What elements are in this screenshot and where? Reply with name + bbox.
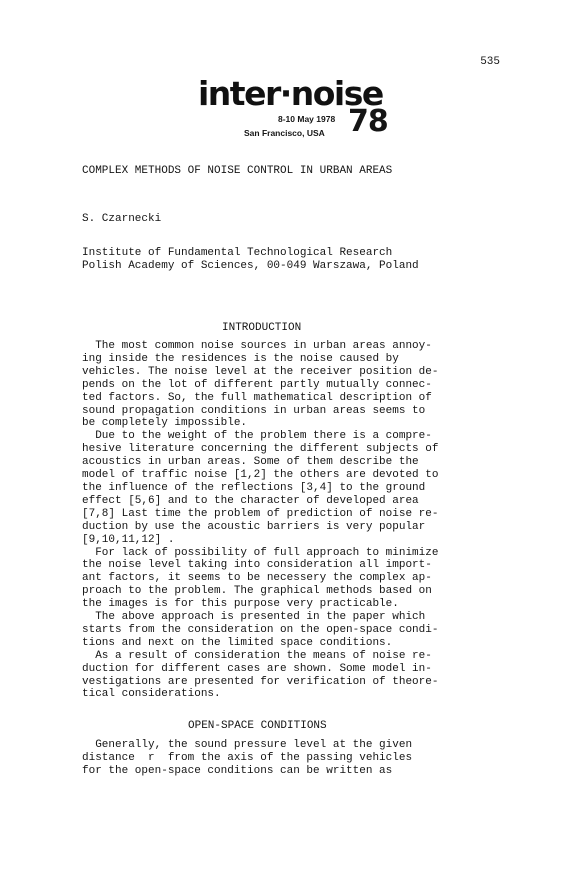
text-line: for the open-space conditions can be written as: [82, 764, 393, 777]
text-line: vehicles. The noise level at the receiver position de-: [82, 365, 439, 378]
text-line: ant factors, it seems to be necessery the complex ap-: [82, 572, 432, 585]
text-line: [7,8] Last time the problem of prediction of noise re-: [82, 507, 439, 520]
open-space-body: [82, 739, 502, 778]
text-line: pends on the lot of different partly mutually connec-: [82, 378, 432, 391]
conference-year: 78: [348, 104, 388, 139]
conference-dates: 8-10 May 1978: [278, 114, 336, 124]
text-line: vestigations are presented for verification of theore-: [82, 675, 439, 688]
text-line: Generally, the sound pressure level at the given: [82, 739, 413, 751]
text-line: [9,10,11,12] .: [82, 533, 175, 546]
text-line: the influence of the reflections [3,4] to the ground: [82, 481, 426, 494]
text-line: Due to the weight of the problem there is a compre-: [82, 430, 432, 443]
text-line: acoustics in urban areas. Some of them describe the: [82, 456, 419, 469]
text-line: proach to the problem. The graphical methods based on: [82, 585, 432, 598]
text-line: As a result of consideration the means of noise re-: [82, 649, 432, 662]
text-line: duction for different cases are shown. Some model in-: [82, 662, 432, 675]
text-line: starts from the consideration on the open-space condi-: [82, 623, 439, 636]
text-line: distance r from the axis of the passing vehicles: [82, 751, 413, 764]
text-line: ing inside the residences is the noise caused by: [82, 352, 399, 365]
introduction-body: [82, 340, 502, 701]
conference-place: San Francisco, USA: [244, 128, 325, 138]
author-name: S. Czarnecki: [82, 213, 162, 225]
text-line: ted factors. So, the full mathematical description of: [82, 391, 432, 404]
text-line: effect [5,6] and to the character of developed area: [82, 494, 419, 507]
section-heading-open-space: OPEN-SPACE CONDITIONS: [188, 720, 327, 732]
paper-title: COMPLEX METHODS OF NOISE CONTROL IN URBAN AREAS: [82, 165, 393, 177]
text-line: hesive literature concerning the different subjects of: [82, 443, 439, 456]
text-line: The most common noise sources in urban areas annoy-: [82, 340, 432, 352]
text-line: the noise level taking into consideration all import-: [82, 559, 432, 572]
text-line: tical considerations.: [82, 688, 221, 701]
text-line: be completely impossible.: [82, 417, 248, 430]
conference-name: inter·noise: [198, 74, 383, 113]
affiliation-line: Polish Academy of Sciences, 00-049 Warszawa, Poland: [82, 260, 419, 272]
text-line: The above approach is presented in the paper which: [82, 611, 426, 624]
page-number: 535: [480, 56, 500, 68]
affiliation: [82, 247, 419, 273]
affiliation-line: Institute of Fundamental Technological Research: [82, 247, 393, 259]
text-line: the images is for this purpose very practicable.: [82, 598, 399, 611]
text-line: model of traffic noise [1,2] the others are devoted to: [82, 469, 439, 482]
text-line: For lack of possibility of full approach to minimize: [82, 546, 439, 559]
text-line: sound propagation conditions in urban areas seems to: [82, 404, 426, 417]
text-line: tions and next on the limited space conditions.: [82, 636, 393, 649]
conference-logo: [198, 76, 398, 146]
section-heading-introduction: INTRODUCTION: [222, 322, 302, 334]
text-line: duction by use the acoustic barriers is very popular: [82, 520, 426, 533]
